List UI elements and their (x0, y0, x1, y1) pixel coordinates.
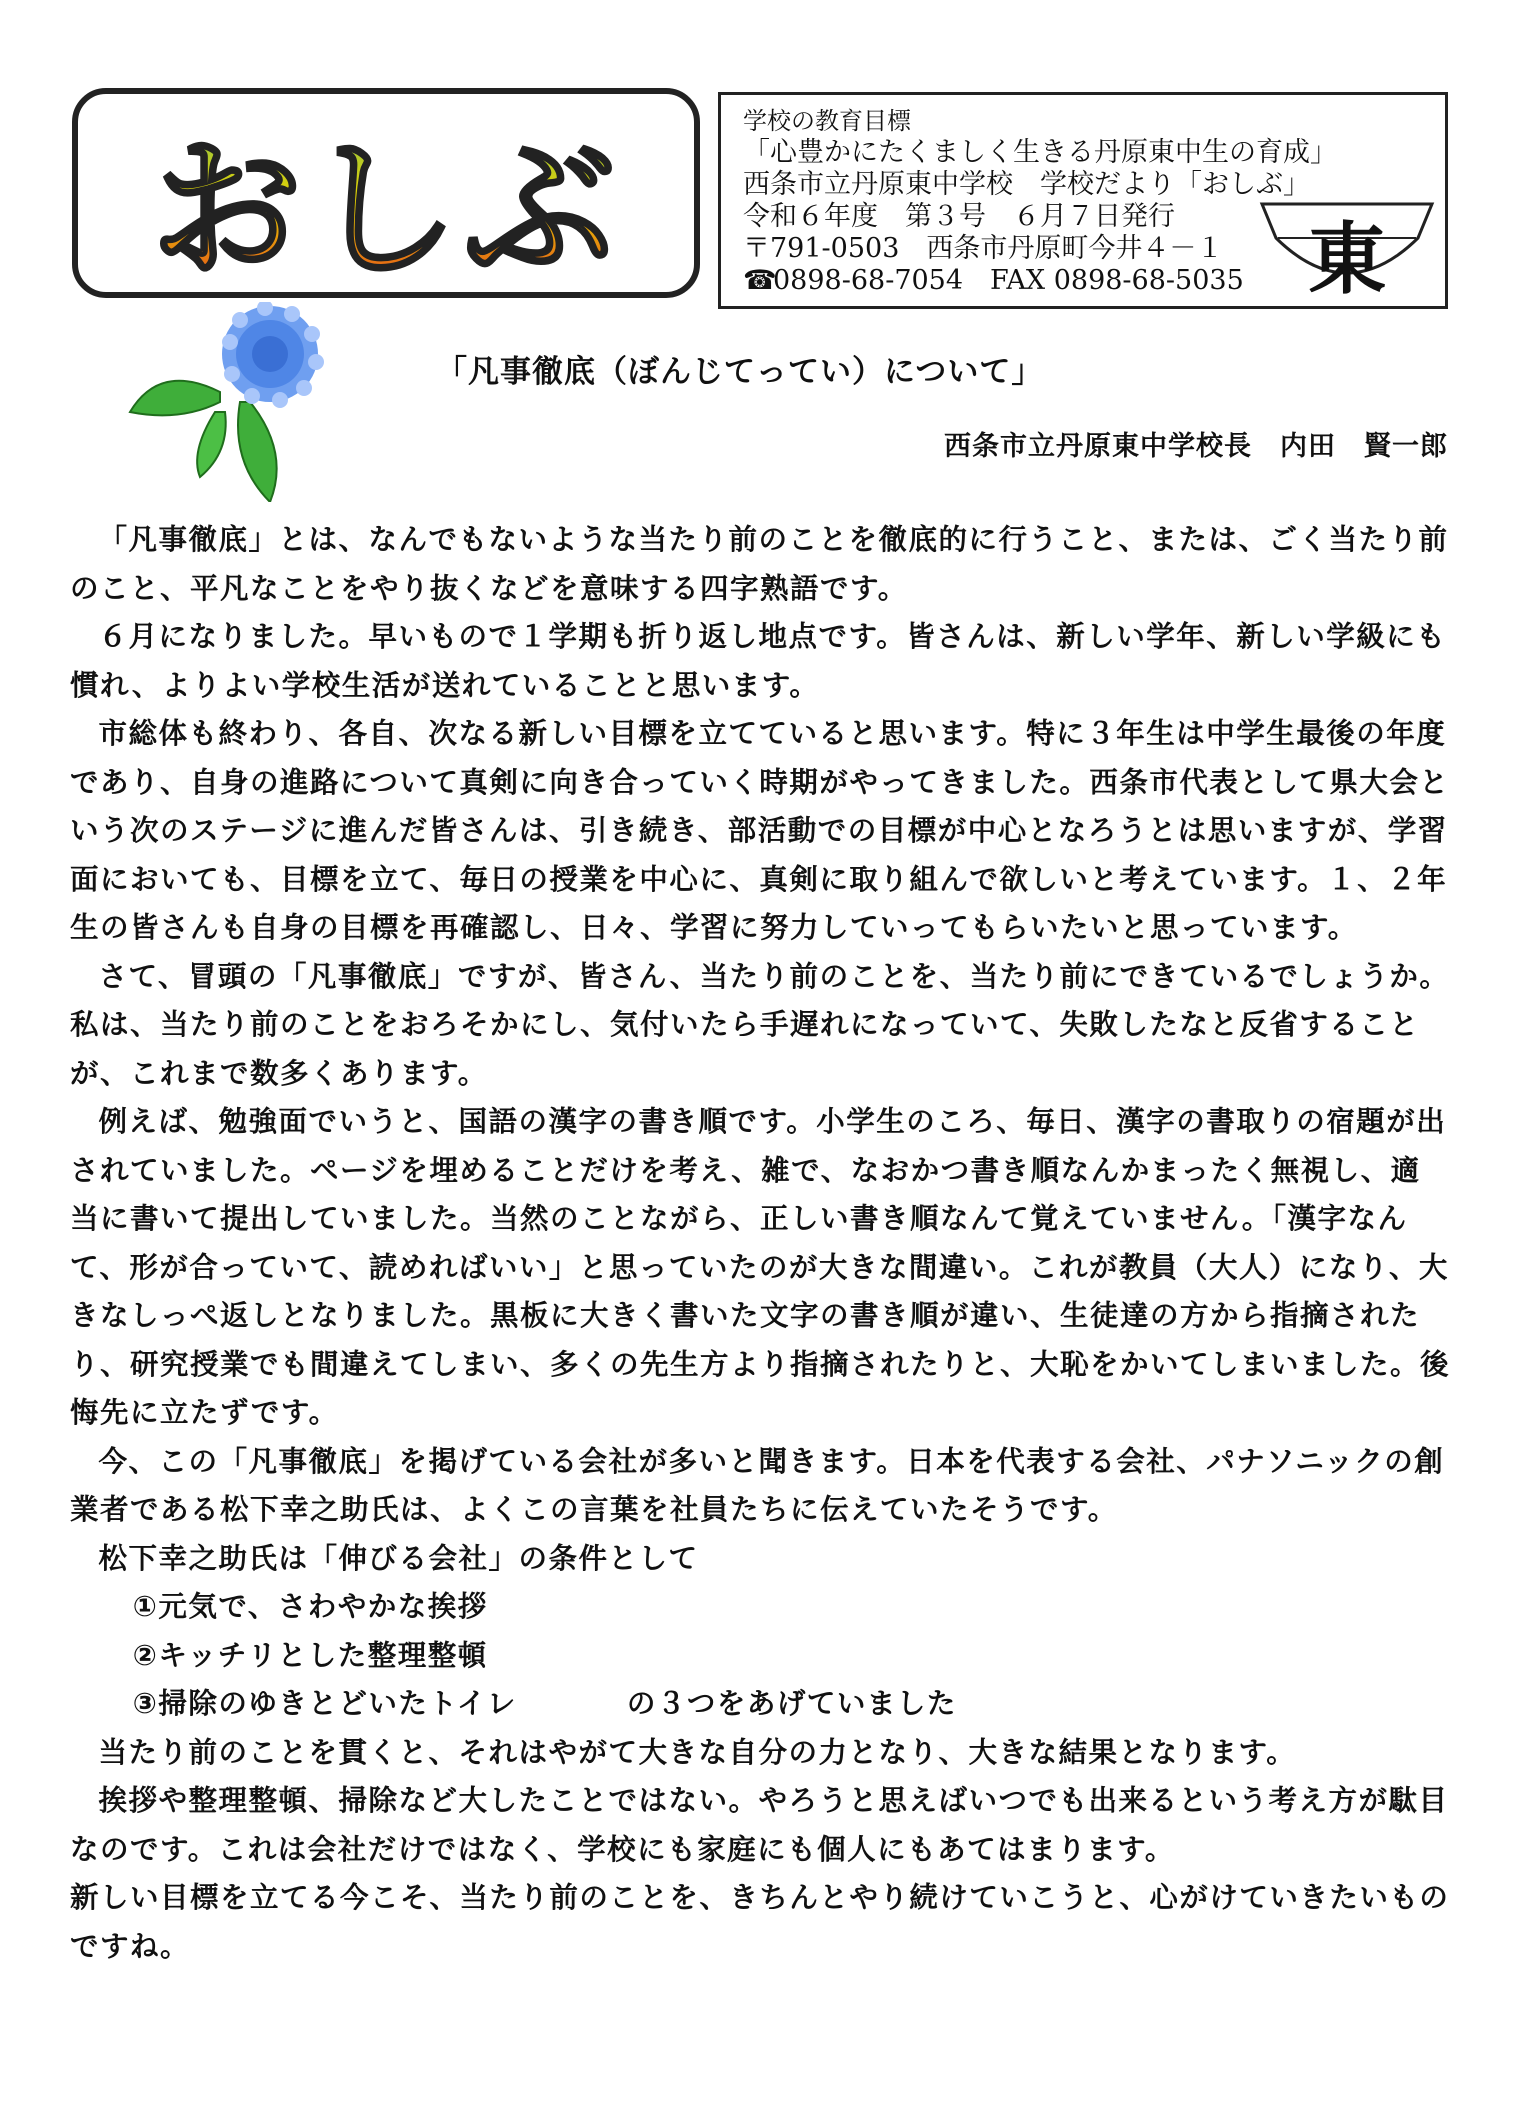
list-item (70, 1680, 1450, 1729)
article-body (70, 516, 1450, 1971)
paragraph: 市総体も終わり、各自、次なる新しい目標を立てていると思います。特に３年生は中学生最後の年度であり、自身の進路について真剣に向き合っていく時期がやってきました。西条市代表として県大会という次のステージに進んだ皆さんは、引き続き、部活動での目標が中心となろうとは思いますが、学習面においても、目標を立て、毎日の授業を中心に、真剣に取り組んで欲しいと考えています。１、２年生の皆さんも自身の目標を再確認し、日々、学習に努力していってもらいたいと思っています。 (70, 717, 1450, 944)
paragraph: 新しい目標を立てる今こそ、当たり前のことを、きちんとやり続けていこうと、心がけていきたいものですね。 (70, 1881, 1450, 1963)
paragraph: さて、冒頭の「凡事徹底」ですが、皆さん、当たり前のことを、当たり前にできているでしょうか。私は、当たり前のことをおろそかにし、気付いたら手遅れになっていて、失敗したなと反省することが、これまで数多くあります。 (70, 959, 1450, 1090)
paragraph: 挨拶や整理整頓、掃除など大したことではない。やろうと思えばいつでも出来るという考え方が駄目なのです。これは会社だけではなく、学校にも家庭にも個人にもあてはまります。 (70, 1784, 1449, 1866)
list-item-text: ③掃除のゆきとどいたトイレ (132, 1687, 517, 1720)
paragraph: 例えば、勉強面でいうと、国語の漢字の書き順です。小学生のころ、毎日、漢字の書取りの宿題が出されていました。ページを埋めることだけを考え、雑で、なおかつ書き順なんかまったく無視し、適当に書いて提出していました。当然のことながら、正しい書き順なんて覚えていません。「漢字なんて、形が合っていて、読めればいい」と思っていたのが大きな間違い。これが教員（大人）になり、大きなしっぺ返しとなりました。黒板に大きく書いた文字の書き順が違い、生徒達の方から指摘されたり、研究授業でも間違えてしまい、多くの先生方より指摘されたりと、大恥をかいてしまいました。後悔先に立たずです。 (70, 1105, 1451, 1429)
school-emblem (1258, 198, 1436, 302)
paragraph: ６月になりました。早いもので１学期も折り返し地点です。皆さんは、新しい学年、新しい学級にも慣れ、よりよい学校生活が送れていることと思います。 (70, 620, 1447, 702)
emblem-character: 東 (1307, 215, 1387, 302)
list-item: ①元気で、さわやかな挨拶 (132, 1590, 488, 1623)
issue-info: 令和６年度 第３号 ６月７日発行 (743, 201, 1175, 232)
paragraph: 今、この「凡事徹底」を掲げている会社が多いと聞きます。日本を代表する会社、パナソニックの創業者である松下幸之助氏は、よくこの言葉を社員たちに伝えていたそうです。 (70, 1444, 1445, 1526)
hydrangea-icon (120, 302, 350, 502)
paragraph: 当たり前のことを貫くと、それはやがて大きな自分の力となり、大きな結果となります。 (98, 1735, 1297, 1769)
paragraph: 松下幸之助氏は「伸びる会社」の条件として (98, 1541, 699, 1575)
article-headline: 「凡事徹底（ぼんじてってい）について」 (436, 354, 1044, 390)
list-suffix: の３つをあげていました (626, 1687, 957, 1720)
title-logo-graphic (78, 94, 694, 292)
education-goal-label: 学校の教育目標 (743, 107, 911, 135)
list-item: ②キッチリとした整理整頓 (132, 1638, 488, 1672)
newsletter-name: 西条市立丹原東中学校 学校だより「おしぶ」 (743, 169, 1310, 200)
paragraph: 「凡事徹底」とは、なんでもないような当たり前のことを徹底的に行うこと、または、ごく当たり前のこと、平凡なことをやり抜くなどを意味する四字熟語です。 (70, 523, 1449, 605)
school-address: 〒791-0503 西条市丹原町今井４－１ (743, 233, 1224, 264)
article-byline: 西条市立丹原東中学校長 内田 賢一郎 (944, 431, 1448, 462)
contact-numbers: 0898-68-7054 FAX 0898-68-5035 (773, 265, 1244, 296)
title-text: おしぶ (151, 121, 621, 292)
education-goal: 「心豊かにたくましく生きる丹原東中生の育成」 (743, 137, 1337, 168)
newsletter-title-logo (72, 88, 700, 298)
phone-icon: ☎ (743, 265, 777, 296)
